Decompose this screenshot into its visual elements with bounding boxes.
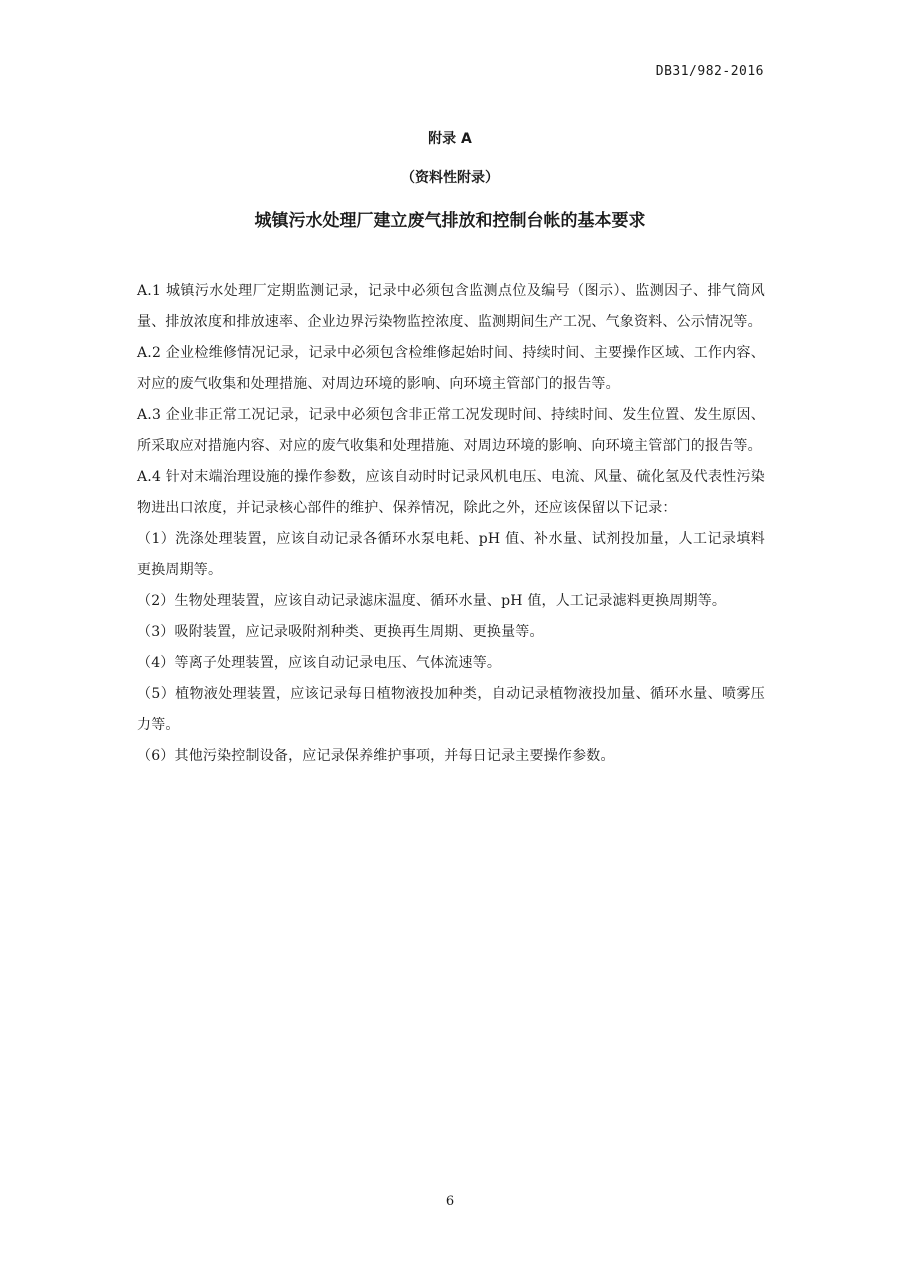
document-code: DB31/982-2016 (655, 64, 764, 79)
list-item-4: （4）等离子处理装置，应该自动记录电压、气体流速等。 (137, 655, 502, 671)
appendix-body (137, 276, 765, 772)
paragraph-a4: A.4 针对末端治理设施的操作参数，应该自动时时记录风机电压、电流、风量、硫化氢及代表性污染物进出口浓度，并记录核心部件的维护、保养情况，除此之外，还应该保留以下记录： (137, 469, 765, 516)
appendix-subtitle: （资料性附录） (401, 170, 499, 186)
list-item-3: （3）吸附装置，应记录吸附剂种类、更换再生周期、更换量等。 (137, 624, 544, 640)
paragraph-a1: A.1 城镇污水处理厂定期监测记录，记录中必须包含监测点位及编号（图示）、监测因子、排气筒风量、排放浓度和排放速率、企业边界污染物监控浓度、监测期间生产工况、气象资料、公示情况等。 (137, 283, 765, 330)
list-item-5: （5）植物液处理装置，应该记录每日植物液投加种类，自动记录植物液投加量、循环水量、喷雾压力等。 (137, 686, 765, 733)
list-item-6: （6）其他污染控制设备，应记录保养维护事项，并每日记录主要操作参数。 (137, 748, 615, 764)
page-number: 6 (445, 1194, 455, 1209)
paragraph-a2: A.2 企业检维修情况记录，记录中必须包含检维修起始时间、持续时间、主要操作区域、工作内容、对应的废气收集和处理措施、对周边环境的影响、向环境主管部门的报告等。 (137, 345, 765, 392)
paragraph-a3: A.3 企业非正常工况记录，记录中必须包含非正常工况发现时间、持续时间、发生位置、发生原因、所采取应对措施内容、对应的废气收集和处理措施、对周边环境的影响、向环境主管部门的报告等。 (137, 407, 765, 454)
list-item-1: （1）洗涤处理装置，应该自动记录各循环水泵电耗、pH 值、补水量、试剂投加量，人工记录填料更换周期等。 (137, 531, 765, 578)
page-title: 城镇污水处理厂建立废气排放和控制台帐的基本要求 (254, 211, 646, 231)
list-item-2: （2）生物处理装置，应该自动记录滤床温度、循环水量、pH 值，人工记录滤料更换周期等。 (137, 593, 727, 609)
appendix-title: 附录 A (428, 131, 472, 147)
